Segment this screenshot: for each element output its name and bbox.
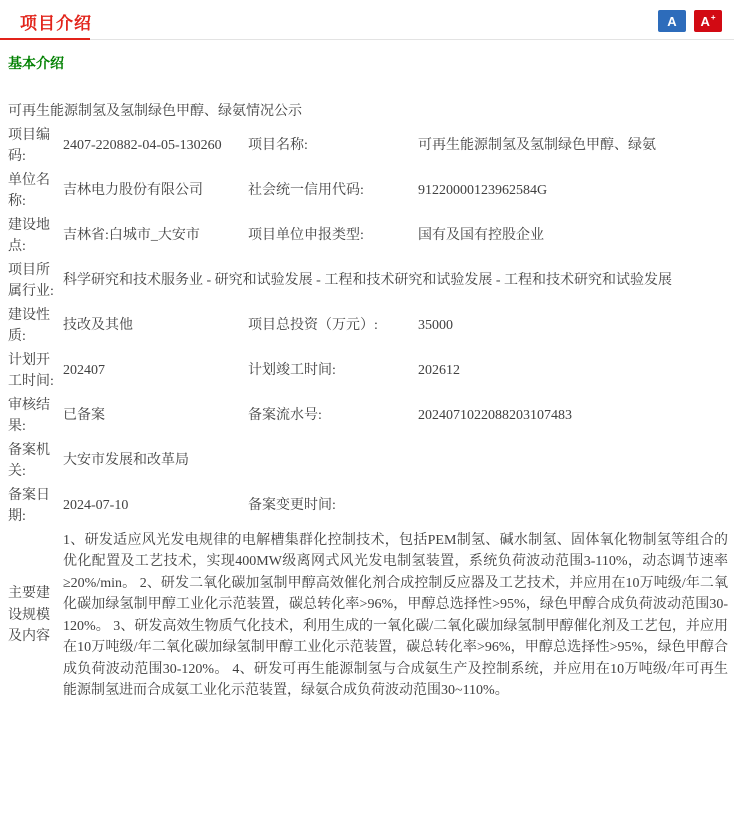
value-project-code: 2407-220882-04-05-130260 <box>63 138 222 154</box>
table-row <box>8 349 728 394</box>
table-row <box>8 394 728 439</box>
table-row <box>8 439 728 484</box>
table-row <box>8 259 728 304</box>
value-filing-date: 2024-07-10 <box>63 498 129 514</box>
value-unit-name: 吉林电力股份有限公司 <box>63 183 203 199</box>
project-caption: 可再生能源制氢及氢制绿色甲醇、绿氨情况公示 <box>8 104 302 119</box>
label-unit-name: 单位名称: <box>8 172 50 209</box>
label-location: 建设地点: <box>8 217 50 254</box>
label-filing-authority: 备案机关: <box>8 442 50 479</box>
value-total-investment: 35000 <box>418 318 453 334</box>
value-location: 吉林省:白城市_大安市 <box>63 228 200 244</box>
font-size-larger-button[interactable] <box>694 10 722 32</box>
label-project-name: 项目名称: <box>248 138 308 154</box>
value-planned-completion: 202612 <box>418 363 460 379</box>
font-size-larger-label: A <box>700 13 710 29</box>
empty-cell <box>418 439 728 484</box>
page-title: 项目介绍 <box>20 13 92 33</box>
header-divider-accent <box>0 38 90 40</box>
value-planned-start: 202407 <box>63 363 105 379</box>
font-size-larger-sup: + <box>710 13 716 22</box>
label-filing-change-time: 备案变更时间: <box>248 498 336 514</box>
project-info-table <box>8 100 728 703</box>
label-scale-content: 主要建设规模及内容 <box>8 586 50 645</box>
value-filing-authority: 大安市发展和改革局 <box>63 453 189 469</box>
label-planned-completion: 计划竣工时间: <box>248 363 336 379</box>
value-filing-change-time <box>418 484 728 529</box>
table-row <box>8 124 728 169</box>
label-filing-date: 备案日期: <box>8 487 50 524</box>
page-header <box>0 0 734 38</box>
label-review-result: 审核结果: <box>8 397 50 434</box>
label-construction-nature: 建设性质: <box>8 307 50 344</box>
table-row <box>8 529 728 703</box>
value-review-result: 已备案 <box>63 408 105 424</box>
label-industry: 项目所属行业: <box>8 262 54 299</box>
value-scale-content: 1、研发适应风光发电规律的电解槽集群化控制技术，包括PEM制氢、碱水制氢、固体氧化物制氢等组合的优化配置及工艺技术，实现400MW级离网式风光发电制氢装置，系统负荷波动范围3-110%，动态调节速率≥20%/min。 2、研发二氧化碳加氢制甲醇高效催化剂合成控制反应器及工艺技术，并应用在10万吨级/年二氧化碳加绿氢制甲醇工业化示范装置，碳总转化率>96%，甲醇总选择性>95%，绿色甲醇合成负荷波动范围30-120%。 3、研发高效生物质气化技术，利用生成的一氧化碳/二氧化碳加绿氢制甲醇催化剂及工艺包，并应用在10万吨级/年二氧化碳加绿氢制甲醇工业化示范装置，碳总转化率>96%，甲醇总选择性>95%，绿色甲醇合成负荷波动范围30-120%。 4、研发可再生能源制氢与合成氨生产及控制系统，并应用在10万吨级/年可再生能源制氢进而合成氨工业化示范装置，绿氨合成负荷波动范围30~110%。 <box>63 532 728 698</box>
font-size-normal-button[interactable] <box>658 10 686 32</box>
value-credit-code: 91220000123962584G <box>418 183 548 199</box>
table-row-caption <box>8 100 728 124</box>
value-filing-serial: 2024071022088203107483 <box>418 408 572 424</box>
value-unit-type: 国有及国有控股企业 <box>418 228 544 244</box>
label-total-investment: 项目总投资（万元）: <box>248 318 378 334</box>
label-filing-serial: 备案流水号: <box>248 408 322 424</box>
font-size-normal-label: A <box>667 13 677 29</box>
label-planned-start: 计划开工时间: <box>8 352 54 389</box>
table-row <box>8 304 728 349</box>
font-size-controls <box>658 10 722 32</box>
label-unit-type: 项目单位申报类型: <box>248 228 364 244</box>
table-row <box>8 169 728 214</box>
value-construction-nature: 技改及其他 <box>63 318 133 334</box>
table-row <box>8 484 728 529</box>
value-project-name: 可再生能源制氢及氢制绿色甲醇、绿氨 <box>418 138 656 154</box>
header-divider <box>0 38 734 40</box>
empty-cell <box>248 439 418 484</box>
value-industry: 科学研究和技术服务业 - 研究和试验发展 - 工程和技术研究和试验发展 - 工程和技术研究和试验发展 <box>63 273 672 289</box>
section-title: 基本介绍 <box>8 55 64 71</box>
label-project-code: 项目编码: <box>8 127 50 164</box>
table-row <box>8 214 728 259</box>
label-credit-code: 社会统一信用代码: <box>248 183 364 199</box>
